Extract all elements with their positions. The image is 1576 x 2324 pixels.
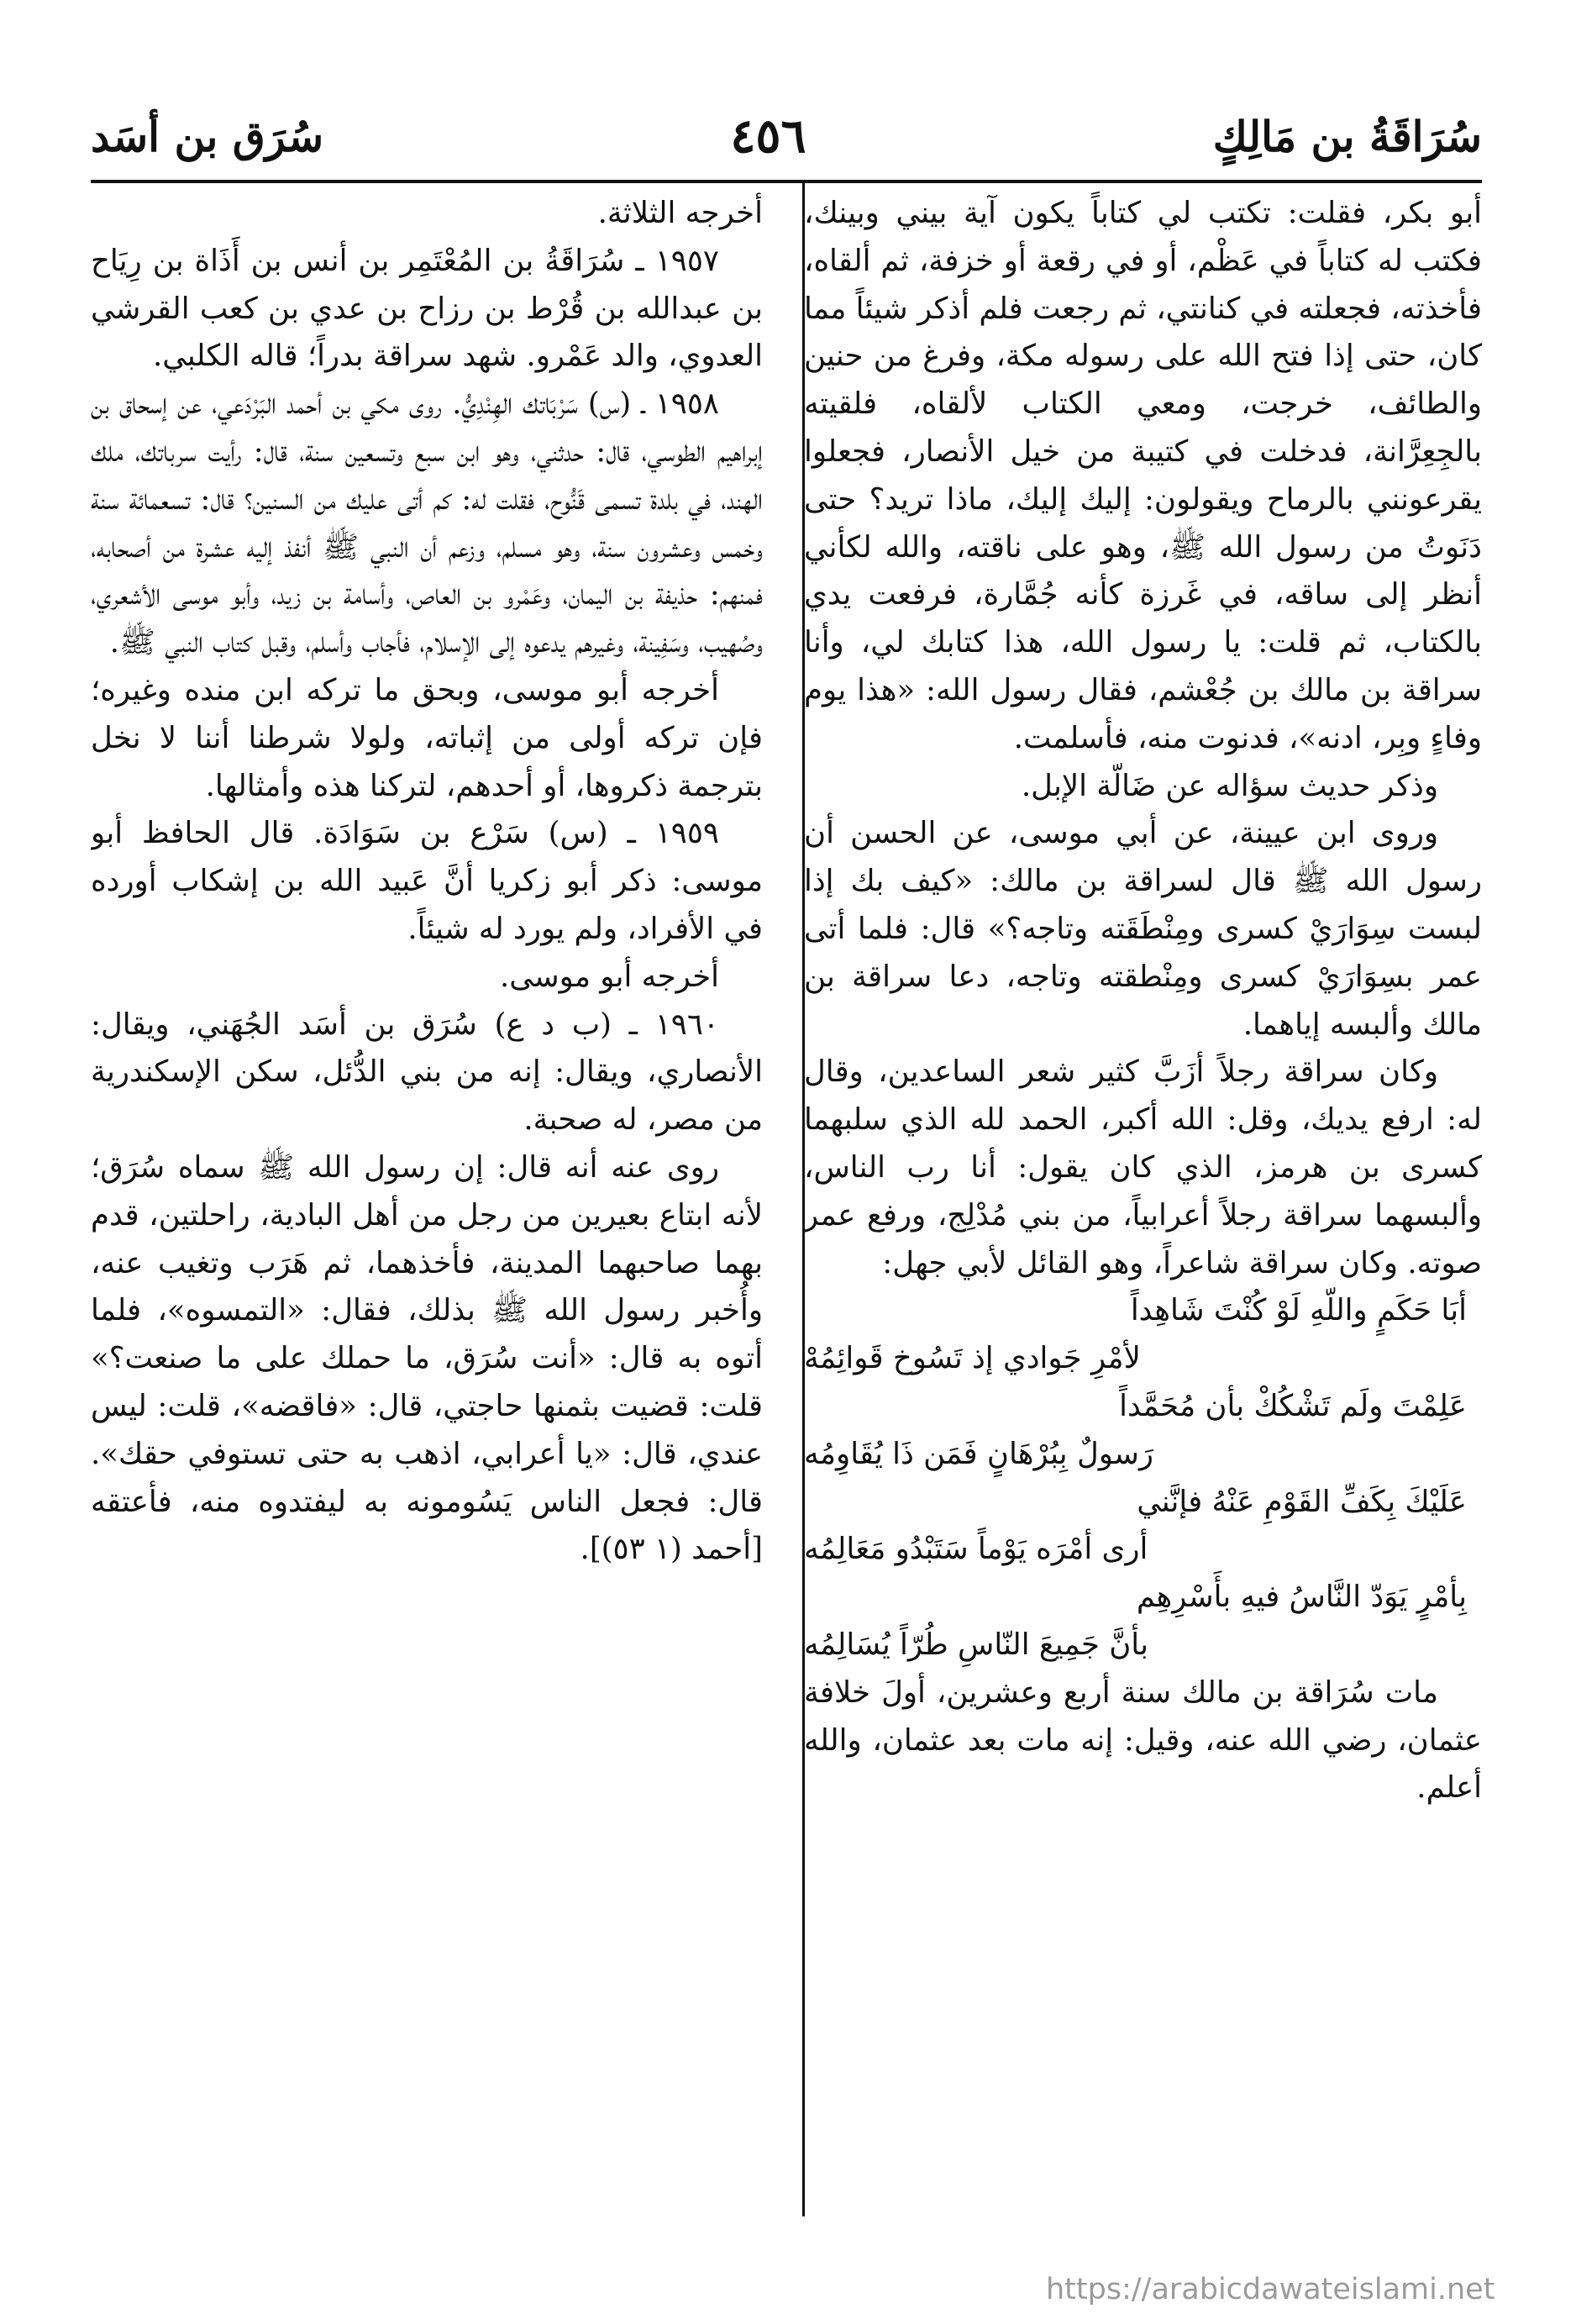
verse-line: عَلَيْكَ بِكَفِّ القَوْمِ عَنْهُ فإنَّني	[1137, 1484, 1467, 1519]
running-head-left-title: سُرَق بن أسَد	[91, 111, 324, 161]
paragraph: روى عنه أنه قال: إن رسول الله ﷺ سماه سُرَق؛ لأنه ابتاع بعيرين من رجل من أهل البادية، راحلتين، قدم بهما صاحبهما المدينة، فأخذهما، ثم هَرَب وتغيب عنه، وأُخبر رسول الله ﷺ بذلك، فقال: «التمسوه»، فلما أتوه به قال: «أنت سُرَق، ما حملك على ما صنعت؟» قلت: قضيت بثمنها حاجتي، قال: «فاقضه»، قلت: ليس عندي، قال: «يا أعرابي، اذهب به حتى تستوفي حقك». قال: فجعل الناس يَسُومونه به ليفتدوه منه، فأعتقه [أحمد (١ ٥٣)].	[91, 1149, 763, 1567]
paragraph: وروى ابن عيينة، عن أبي موسى، عن الحسن أن رسول الله ﷺ قال لسراقة بن مالك: «كيف بك إذا لبست سِوَارَيْ كسرى ومِنْطَقَته وتاجه؟» قال: فلما أتى عمر بسِوَارَيْ كسرى ومِنْطقته وتاجه، دعا سراقة بن مالك وألبسه إياهما.	[804, 816, 1482, 1042]
paragraph: وذكر حديث سؤاله عن ضَالّة الإبل.	[1021, 768, 1438, 803]
verse-line: عَلِمْتَ ولَم تَشْكُكْ بأن مُحَمَّداً	[1119, 1388, 1467, 1423]
paragraph: أخرجه أبو موسى، وبحق ما تركه ابن منده وغيره؛ فإن تركه أولى من إثباته، ولولا شرطنا أننا لا نخل بترجمة ذكروها، أو أحدهم، لتركنا هذه وأمثالها.	[91, 672, 763, 803]
left-text-column	[91, 190, 763, 2265]
verse-line: رَسولٌ بِبُرْهَانٍ فَمَن ذَا يُقَاوِمُه	[804, 1436, 1153, 1471]
entry-1957: ١٩٥٧ ـ سُرَاقَةُ بن المُعْتَمِر بن أنس بن أَذَاة بن رِيَاح بن عبدالله بن قُرْط بن رزاح بن عدي بن كعب القرشي العدوي، والد عَمْرو. شهد سراقة بدراً؛ قاله الكلبي.	[91, 243, 763, 374]
header-rule	[91, 180, 1482, 183]
watermark-url: https://arabicdawateislami.net	[1046, 2273, 1495, 2306]
verse-line: لأمْرِ جَوادي إذ تَسُوخ قَوائِمُهْ	[804, 1341, 1141, 1376]
verse-line: بأنَّ جَمِيعَ النّاسِ طُرّاً يُسَالِمُه	[804, 1627, 1148, 1662]
running-head	[91, 99, 1482, 173]
verse-line: بِأمْرٍ يَوَدّ النَّاسُ فيهِ بأَسْرِهِم	[1136, 1580, 1467, 1615]
paragraph: أخرجه أبو موسى.	[500, 959, 719, 994]
entry-1958: ١٩٥٨ ـ (س) سَرْبَاتك الهِنْدِيُّ. روى مكي بن أحمد البَرْدَعي، عن إسحاق بن إبراهيم الطوسي، قال: حدثني، وهو ابن سبع وتسعين سنة، قال: رأيت سرباتك، ملك الهند، في بلدة تسمى قَنُّوح، فقلت له: كم أتى عليك من السنين؟ قال: تسعمائة سنة وخمس وعشرون سنة، وهو مسلم، وزعم أن النبي ﷺ أنفذ إليه عشرة من أصحابه، فمنهم: حذيفة بن اليمان، وعَمْرو بن العاص، وأسامة بن زيد، وأبو موسى الأشعري، وصُهيب، وسَفِينة، وغيرهم يدعوه إلى الإسلام، فأجاب وأسلم، وقبل كتاب النبي ﷺ.	[91, 386, 763, 660]
entry-1960: ١٩٦٠ ـ (ب د ع) سُرَق بن أسَد الجُهَني، ويقال: الأنصاري، ويقال: إنه من بني الدُّئل، سكن الإسكندرية من مصر، له صحبة.	[91, 1007, 763, 1138]
entry-1959: ١٩٥٩ ـ (س) سَرْع بن سَوَادَة. قال الحافظ أبو موسى: ذكر أبو زكريا أنَّ عَبيد الله بن إشكاب أورده في الأفراد، ولم يورد له شيئاً.	[91, 816, 763, 946]
right-text-column	[804, 190, 1482, 2265]
running-head-right-title: سُرَاقَةُ بن مَالِكٍ	[1212, 111, 1482, 161]
verse-line: أرى أمْرَه يَوْماً سَتَبْدُو مَعَالِمُه	[804, 1532, 1148, 1567]
paragraph: أخرجه الثلاثة.	[597, 196, 763, 230]
page-number: ٤٥٦	[730, 108, 806, 164]
paragraph: أبو بكر، فقلت: تكتب لي كتاباً يكون آية بيني وبينك، فكتب له كتاباً في عَظْم، أو في رقعة أو خزفة، ثم ألقاه، فأخذته، فجعلته في كنانتي، ثم رجعت فلم أذكر شيئاً مما كان، حتى إذا فتح الله على رسوله مكة، وفرغ من حنين والطائف، خرجت، ومعي الكتاب لألقاه، فلقيته بالجِعِرَّانة، فدخلت في كتيبة من خيل الأنصار، فجعلوا يقرعونني بالرماح ويقولون: إليك إليك، ماذا تريد؟ حتى دَنَوتُ من رسول الله ﷺ، وهو على ناقته، والله لكأني أنظر إلى ساقه، في غَرزة كأنه جُمَّارة، فرفعت يدي بالكتاب، ثم قلت: يا رسول الله، هذا كتابك لي، وأنا سراقة بن مالك بن جُعْشم، فقال رسول الله: «هذا يوم وفاءٍ وبِر، ادنه»، فدنوت منه، فأسلمت.	[804, 196, 1482, 755]
verse-line: أبَا حَكَمٍ واللّهِ لَوْ كُنْتَ شَاهِداً	[1130, 1293, 1467, 1328]
paragraph: مات سُرَاقة بن مالك سنة أربع وعشرين، أولَ خلافة عثمان، رضي الله عنه، وقيل: إنه مات بعد عثمان، والله أعلم.	[804, 1675, 1482, 1806]
paragraph: وكان سراقة رجلاً أزَبَّ كثير شعر الساعدين، وقال له: ارفع يديك، وقل: الله أكبر، الحمد لله الذي سلبهما كسرى بن هرمز، الذي كان يقول: أنا رب الناس، وألبسهما سراقة رجلاً أعرابياً، من بني مُدْلِج، ورفع عمر صوته. وكان سراقة شاعراً، وهو القائل لأبي جهل:	[804, 1054, 1482, 1280]
